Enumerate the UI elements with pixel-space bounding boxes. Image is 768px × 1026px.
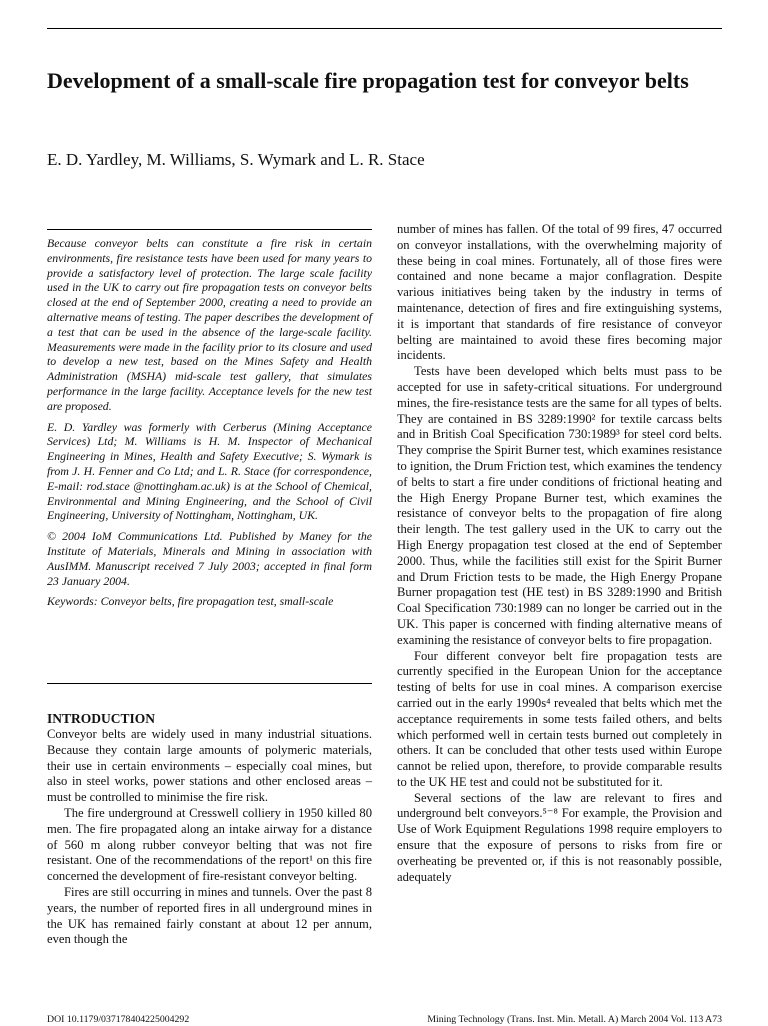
abstract-block <box>47 236 372 615</box>
right-column <box>397 222 722 885</box>
doi-link[interactable]: DOI 10.1179/037178404225004292 <box>47 1014 190 1025</box>
abstract-copyright: © 2004 IoM Communications Ltd. Published by Maney for the Institute of Materials, Minerals and Mining in association with AusIMM. Manuscript received 7 July 2003; accepted in final form 23 January 2004. <box>47 529 372 588</box>
author-list: E. D. Yardley, M. Williams, S. Wymark and L. R. Stace <box>47 150 425 169</box>
intro-paragraph-1: Conveyor belts are widely used in many industrial situations. Because they contain large amounts of polymeric materials, their use in certain environments – especially coal mines, but also in steel works, power stations and other enclosed areas – must be controlled to minimise the fire risk. <box>47 727 372 805</box>
right-paragraph-1: number of mines has fallen. Of the total of 99 fires, 47 occurred on conveyor installations, with the overwhelming majority of these being in coal mines. Fortunately, all of those fires were contained and none became a major conflagration. Despite various initiatives being taken by the industry in terms of maintenance, detection of fires and fire extinguishing systems, it is important that standards of fire resistance of conveyor belting are maintained to avoid these fires becoming major incidents. <box>397 222 722 363</box>
intro-paragraph-2: The fire underground at Cresswell colliery in 1950 killed 80 men. The fire propagated along an intake airway for a distance of 560 m along rubber conveyor belting that was not fire resistant. One of the recommendations of the report¹ on this fire concerned the development of fire-resistant conveyor belting. <box>47 805 372 884</box>
abstract-bottom-rule <box>47 683 372 684</box>
article-title: Development of a small-scale fire propagation test for conveyor belts <box>47 68 689 93</box>
header-rule <box>47 28 722 29</box>
right-paragraph-4: Several sections of the law are relevant to fires and underground belt conveyors.⁵⁻⁸ For example, the Provision and Use of Work Equipment Regulations 1998 require employers to ensure that the exposure of persons to risks from fire or overheating be prevented or, if this is not reasonably possible, adequately <box>397 790 722 884</box>
right-paragraph-3: Four different conveyor belt fire propagation tests are currently specified in the European Union for the acceptance testing of belts for use in coal mines. A comparison exercise carried out in the early 1990s⁴ revealed that belts which met the acceptance requirements in some tests failed others, and belts which performed well in certain tests burned out completely in others. It can be concluded that other tests used within Europe cannot be relied upon, therefore, to provide comparable results to the UK HE test and could not be substituted for it. <box>397 648 722 789</box>
right-paragraph-2: Tests have been developed which belts must pass to be accepted for use in safety-critical situations. For underground mines, the fire-resistance tests are the same for all types of belts. They are contained in BS 3289:1990² for textile carcass belts and in British Coal Specification 730:1989³ for steel cord belts. They comprise the Spirit Burner test, which examines resistance to ignition, the Drum Friction test, which examines the tendency of belts to start a fire under conditions of frictional heating and the High Energy Propane Burner test, which examines the resistance of conveyor belts to the propagation of fire along their length. The test gallery used in the UK to carry out the High Energy propagation test closed at the end of September 2000. Thus, while the facilities still exist for the Spirit Burner and Drum Friction tests to be made, the High Energy Propane Burner propagation test (HE test) in BS 3289:1990 and British Coal Specification 730:1989 can no longer be carried out in the UK. This paper is concerned with finding alternative means of examining the resistance of conveyor belts to fire propagation. <box>397 364 722 647</box>
journal-citation: Mining Technology (Trans. Inst. Min. Metall. A) March 2004 Vol. 113 A73 <box>427 1014 722 1025</box>
introduction-body <box>47 727 372 948</box>
abstract-keywords: Keywords: Conveyor belts, fire propagation test, small-scale <box>47 594 334 609</box>
abstract-top-rule <box>47 229 372 230</box>
introduction-heading: INTRODUCTION <box>47 711 156 726</box>
abstract-summary: Because conveyor belts can constitute a fire risk in certain environments, fire resistance tests have been used for many years to provide a satisfactory level of protection. The large scale facility used in the UK to carry out fire propagation tests on conveyor belts closed at the end of September 2000, creating a need to provide an alternative means of testing. The paper describes the development of a test that can be used in the absence of the large-scale facility. Measurements were made in the facility prior to its closure and used to develop a new test, based on the Mines Safety and Health Administration (MSHA) mid-scale test gallery, that simulates performance in the large facility. Acceptance levels for the new test are proposed. <box>47 236 372 413</box>
abstract-affiliations: E. D. Yardley was formerly with Cerberus (Mining Acceptance Services) Ltd; M. Williams is H. M. Inspector of Mechanical Engineering in Mines, Health and Safety Executive; S. Wymark is from J. H. Fenner and Co Ltd; and L. R. Stace (for correspondence, E-mail: rod.stace @nottingham.ac.uk) is at the School of Chemical, Environmental and Mining Engineering, and the School of Civil Engineering, University of Nottingham, Nottingham, UK. <box>47 419 372 523</box>
intro-paragraph-3: Fires are still occurring in mines and tunnels. Over the past 8 years, the number of reported fires in all underground mines in the UK has remained fairly constant at about 12 per annum, even though the <box>47 884 372 947</box>
